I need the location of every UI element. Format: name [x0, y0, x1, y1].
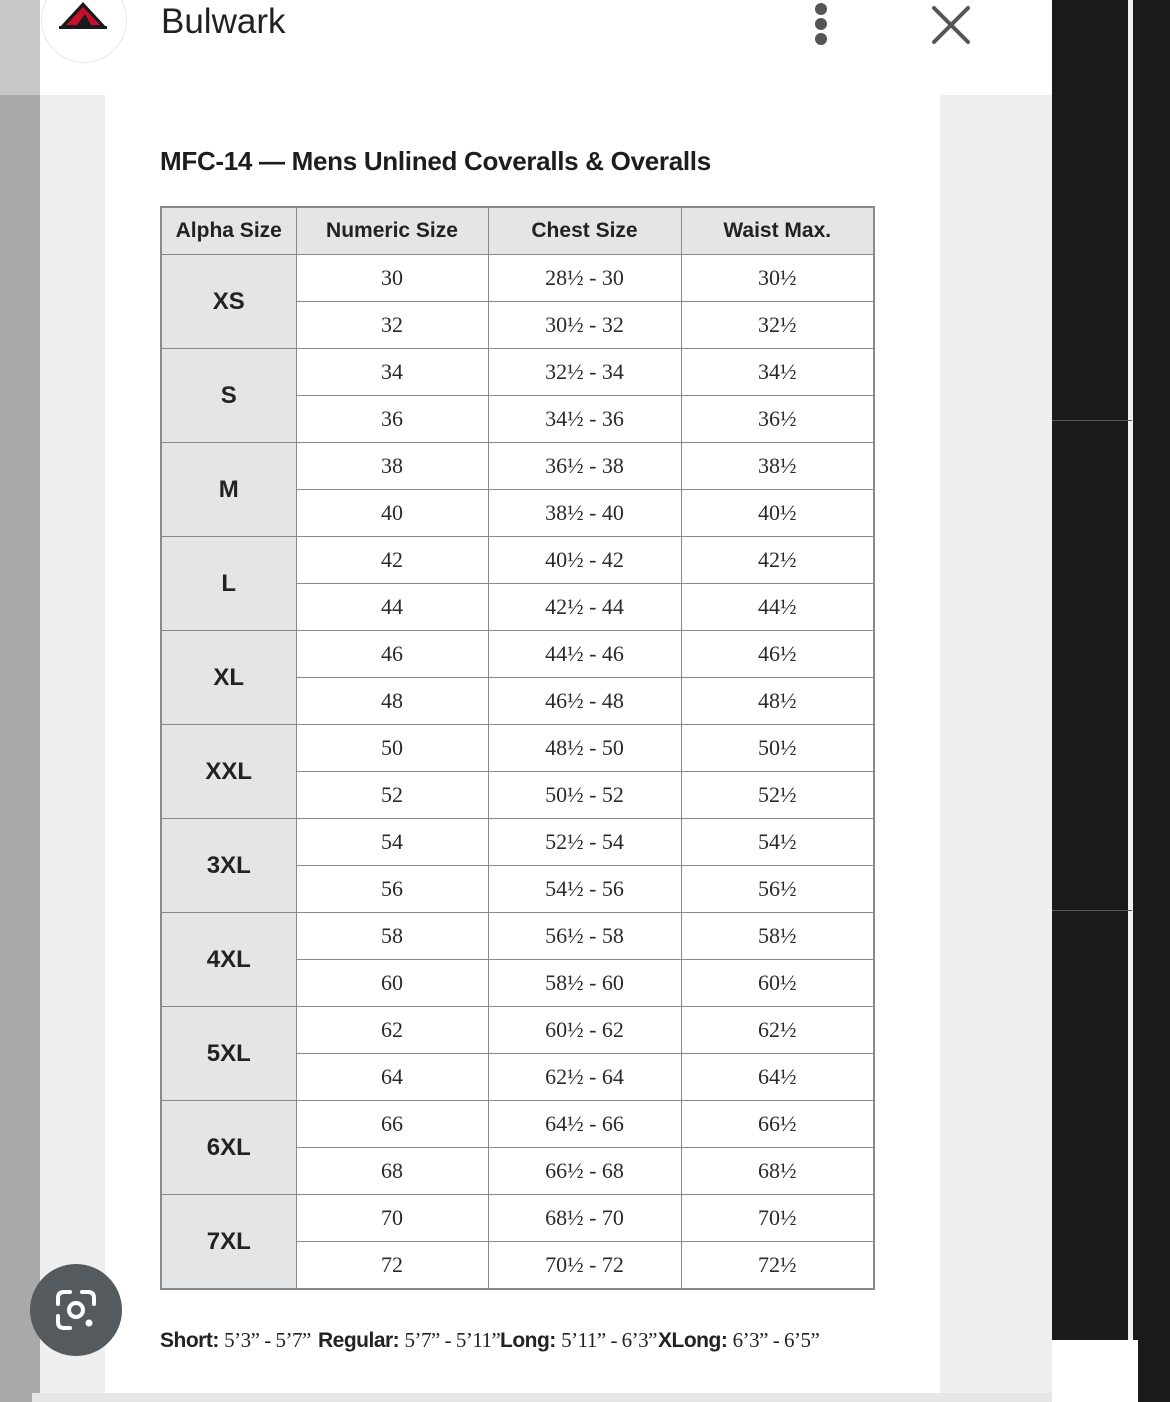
waist-max-cell: 54½	[681, 819, 874, 866]
chest-size-cell: 38½ - 40	[488, 490, 681, 537]
inseam-regular: Regular: 5’7” - 5’11”	[318, 1328, 501, 1352]
app-title: Bulwark	[161, 2, 286, 41]
alpha-size-cell: 6XL	[161, 1101, 296, 1195]
image-margin-left	[40, 95, 105, 1395]
waist-max-cell: 70½	[681, 1195, 874, 1242]
waist-max-cell: 36½	[681, 396, 874, 443]
numeric-size-cell: 40	[296, 490, 488, 537]
chest-size-cell: 42½ - 44	[488, 584, 681, 631]
inseam-long: Long: 5’11” - 6’3”	[500, 1328, 657, 1352]
waist-max-cell: 66½	[681, 1101, 874, 1148]
inseam-short: Short: 5’3” - 5’7”	[160, 1328, 311, 1352]
column-header-chest-size: Chest Size	[488, 207, 681, 255]
chest-size-cell: 66½ - 68	[488, 1148, 681, 1195]
numeric-size-cell: 38	[296, 443, 488, 490]
waist-max-cell: 48½	[681, 678, 874, 725]
table-row	[161, 913, 874, 960]
numeric-size-cell: 64	[296, 1054, 488, 1101]
table-row	[161, 819, 874, 866]
table-row	[161, 537, 874, 584]
chest-size-cell: 68½ - 70	[488, 1195, 681, 1242]
google-lens-icon	[54, 1288, 98, 1332]
numeric-size-cell: 42	[296, 537, 488, 584]
chest-size-cell: 30½ - 32	[488, 302, 681, 349]
chest-size-cell: 54½ - 56	[488, 866, 681, 913]
size-chart-table	[160, 206, 875, 1290]
numeric-size-cell: 50	[296, 725, 488, 772]
chest-size-cell: 36½ - 38	[488, 443, 681, 490]
waist-max-cell: 44½	[681, 584, 874, 631]
chest-size-cell: 48½ - 50	[488, 725, 681, 772]
table-row	[161, 1007, 874, 1054]
table-row	[161, 255, 874, 302]
table-row	[161, 725, 874, 772]
numeric-size-cell: 68	[296, 1148, 488, 1195]
numeric-size-cell: 52	[296, 772, 488, 819]
table-row	[161, 349, 874, 396]
image-margin-right	[940, 95, 1052, 1395]
waist-max-cell: 32½	[681, 302, 874, 349]
waist-max-cell: 72½	[681, 1242, 874, 1290]
size-chart-title: MFC-14 — Mens Unlined Coveralls & Overalls	[160, 146, 711, 176]
chest-size-cell: 64½ - 66	[488, 1101, 681, 1148]
more-vertical-icon[interactable]	[806, 0, 836, 48]
chest-size-cell: 60½ - 62	[488, 1007, 681, 1054]
table-row	[161, 631, 874, 678]
size-table-body	[161, 255, 874, 1290]
close-icon[interactable]	[928, 2, 974, 48]
chest-size-cell: 34½ - 36	[488, 396, 681, 443]
column-header-numeric-size: Numeric Size	[296, 207, 488, 255]
alpha-size-cell: 3XL	[161, 819, 296, 913]
chest-size-cell: 28½ - 30	[488, 255, 681, 302]
numeric-size-cell: 62	[296, 1007, 488, 1054]
alpha-size-cell: 5XL	[161, 1007, 296, 1101]
left-background-strip-top	[0, 0, 40, 95]
waist-max-cell: 62½	[681, 1007, 874, 1054]
chest-size-cell: 56½ - 58	[488, 913, 681, 960]
numeric-size-cell: 48	[296, 678, 488, 725]
alpha-size-cell: 4XL	[161, 913, 296, 1007]
waist-max-cell: 30½	[681, 255, 874, 302]
column-header-alpha-size: Alpha Size	[161, 207, 296, 255]
numeric-size-cell: 44	[296, 584, 488, 631]
left-background-strip	[0, 0, 40, 1402]
inseam-legend	[160, 1328, 920, 1358]
table-row	[161, 443, 874, 490]
waist-max-cell: 38½	[681, 443, 874, 490]
table-header-row	[161, 207, 874, 255]
right-background-panel	[1052, 0, 1170, 1402]
chest-size-cell: 58½ - 60	[488, 960, 681, 1007]
numeric-size-cell: 70	[296, 1195, 488, 1242]
right-bottom-patch	[1052, 1340, 1138, 1402]
inseam-xlong: XLong: 6’3” - 6’5”	[658, 1328, 820, 1352]
chest-size-cell: 32½ - 34	[488, 349, 681, 396]
chest-size-cell: 40½ - 42	[488, 537, 681, 584]
alpha-size-cell: L	[161, 537, 296, 631]
numeric-size-cell: 54	[296, 819, 488, 866]
chest-size-cell: 44½ - 46	[488, 631, 681, 678]
google-lens-button[interactable]	[30, 1264, 122, 1356]
numeric-size-cell: 34	[296, 349, 488, 396]
table-row	[161, 1101, 874, 1148]
numeric-size-cell: 72	[296, 1242, 488, 1290]
waist-max-cell: 40½	[681, 490, 874, 537]
waist-max-cell: 50½	[681, 725, 874, 772]
bottom-edge	[32, 1393, 1052, 1402]
alpha-size-cell: 7XL	[161, 1195, 296, 1290]
alpha-size-cell: XL	[161, 631, 296, 725]
numeric-size-cell: 36	[296, 396, 488, 443]
alpha-size-cell: M	[161, 443, 296, 537]
numeric-size-cell: 60	[296, 960, 488, 1007]
numeric-size-cell: 46	[296, 631, 488, 678]
numeric-size-cell: 56	[296, 866, 488, 913]
numeric-size-cell: 66	[296, 1101, 488, 1148]
waist-max-cell: 68½	[681, 1148, 874, 1195]
numeric-size-cell: 30	[296, 255, 488, 302]
waist-max-cell: 52½	[681, 772, 874, 819]
chest-size-cell: 46½ - 48	[488, 678, 681, 725]
chest-size-cell: 52½ - 54	[488, 819, 681, 866]
chest-size-cell: 62½ - 64	[488, 1054, 681, 1101]
waist-max-cell: 58½	[681, 913, 874, 960]
bulwark-logo-icon	[57, 0, 109, 30]
waist-max-cell: 34½	[681, 349, 874, 396]
right-divider-line	[1128, 0, 1133, 1402]
table-row	[161, 1195, 874, 1242]
waist-max-cell: 42½	[681, 537, 874, 584]
waist-max-cell: 64½	[681, 1054, 874, 1101]
chest-size-cell: 70½ - 72	[488, 1242, 681, 1290]
chest-size-cell: 50½ - 52	[488, 772, 681, 819]
waist-max-cell: 60½	[681, 960, 874, 1007]
alpha-size-cell: XXL	[161, 725, 296, 819]
numeric-size-cell: 32	[296, 302, 488, 349]
alpha-size-cell: S	[161, 349, 296, 443]
alpha-size-cell: XS	[161, 255, 296, 349]
numeric-size-cell: 58	[296, 913, 488, 960]
right-panel-rule	[1052, 910, 1132, 911]
waist-max-cell: 56½	[681, 866, 874, 913]
right-panel-rule	[1052, 420, 1132, 421]
column-header-waist-max: Waist Max.	[681, 207, 874, 255]
waist-max-cell: 46½	[681, 631, 874, 678]
